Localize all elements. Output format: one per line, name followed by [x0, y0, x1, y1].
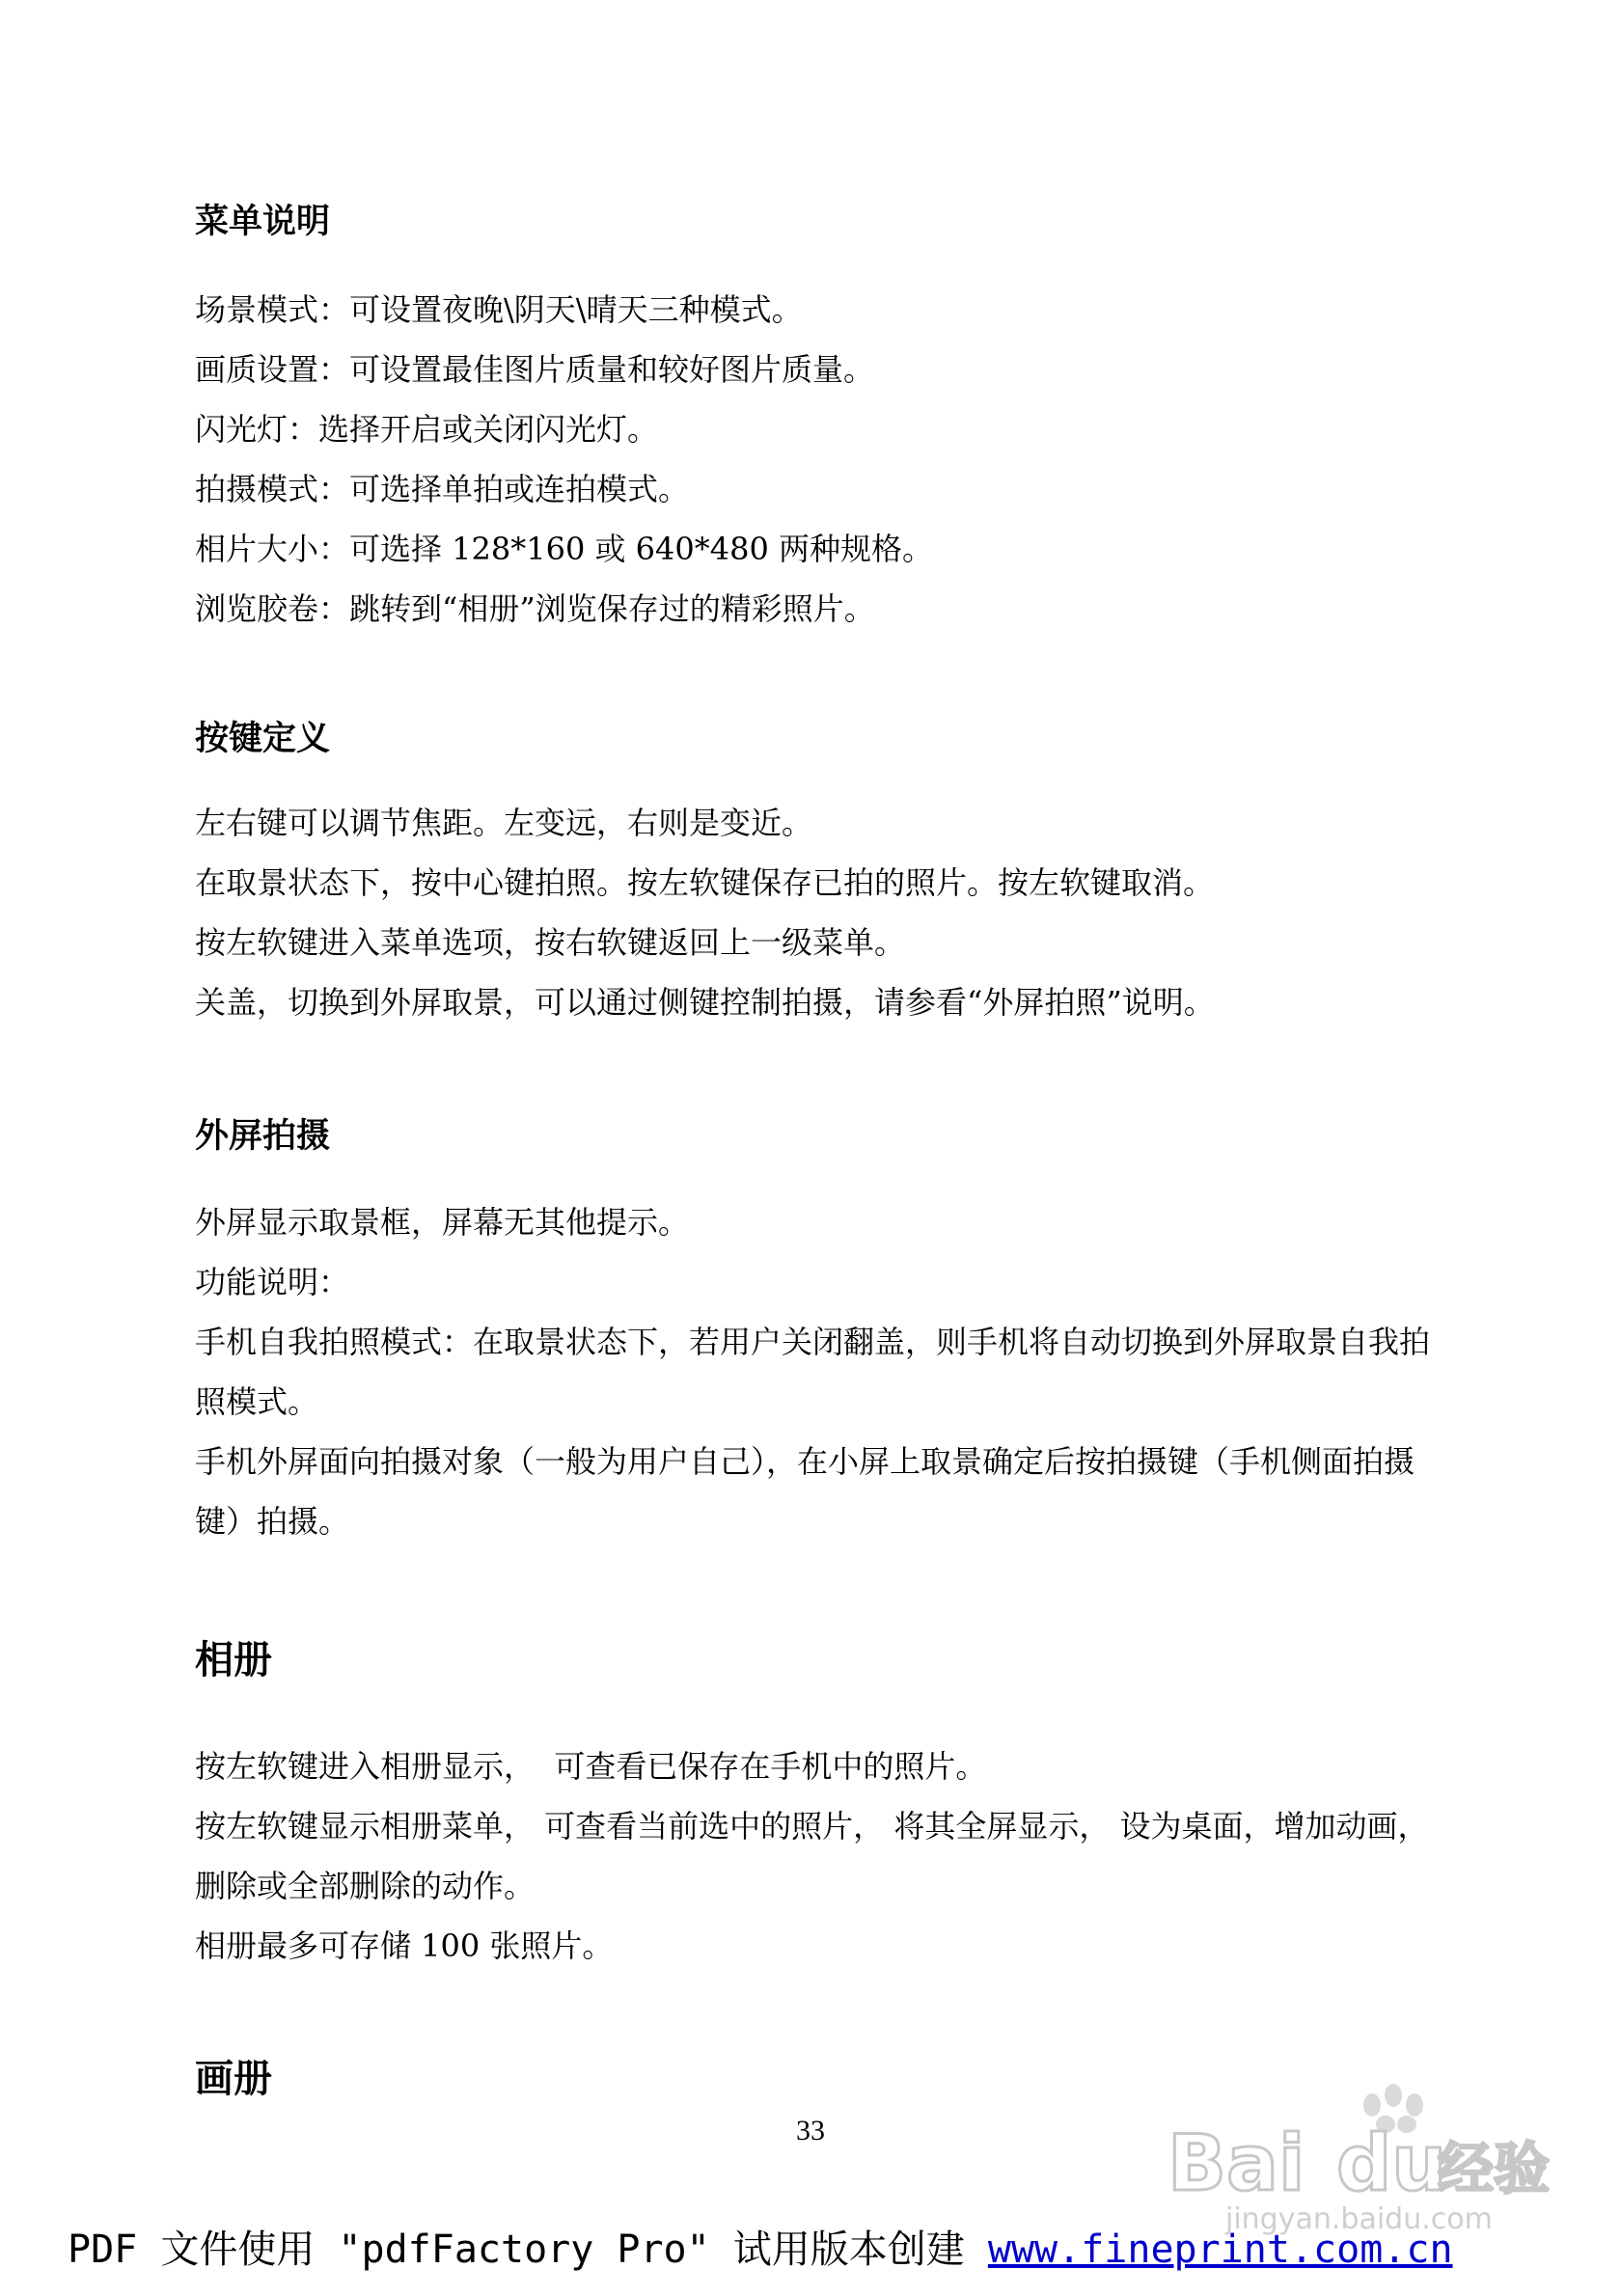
section-keys	[195, 718, 1449, 760]
menu-line: 浏览胶卷：跳转到“相册”浏览保存过的精彩照片。	[195, 590, 875, 627]
album-line: 按左软键进入相册显示， 可查看已保存在手机中的照片。	[195, 1748, 987, 1785]
section-title-album: 相册	[195, 1638, 272, 1682]
section-album	[195, 1636, 1449, 1684]
baidu-watermark	[1148, 2074, 1553, 2238]
external-line: 手机自我拍照模式：在取景状态下，若用户关闭翻盖，则手机将自动切换到外屏取景自我拍照模式。	[195, 1324, 1431, 1420]
pdf-footer	[68, 2219, 1553, 2274]
section-title-drawing: 画册	[195, 2057, 272, 2101]
baidu-paw-icon	[1148, 2074, 1553, 2238]
menu-line: 场景模式：可设置夜晚\阴天\晴天三种模式。	[195, 291, 803, 328]
menu-line: 闪光灯：选择开启或关闭闪光灯。	[195, 411, 659, 448]
external-line: 功能说明：	[195, 1264, 350, 1300]
fineprint-link[interactable]: www.fineprint.com.cn	[987, 2228, 1453, 2272]
album-line: 相册最多可存储 100 张照片。	[195, 1927, 614, 1964]
svg-text:jingyan.baidu.com: jingyan.baidu.com	[1225, 2202, 1493, 2236]
page-number: 33	[796, 2115, 825, 2146]
keys-line: 在取景状态下，按中心键拍照。按左软键保存已拍的照片。按左软键取消。	[195, 864, 1215, 901]
svg-text:du: du	[1336, 2118, 1447, 2208]
section-external	[195, 1115, 1449, 1158]
keys-lines	[195, 793, 1449, 1032]
footer-text: PDF 文件使用 "pdfFactory Pro" 试用版本创建	[68, 2228, 988, 2272]
menu-line: 相片大小：可选择 128*160 或 640*480 两种规格。	[195, 531, 934, 567]
svg-text:经验: 经验	[1438, 2136, 1551, 2201]
section-title-keys: 按键定义	[195, 720, 331, 758]
keys-line: 关盖，切换到外屏取景，可以通过侧键控制拍摄，请参看“外屏拍照”说明。	[195, 984, 1215, 1021]
svg-text:Bai: Bai	[1168, 2118, 1305, 2208]
external-line: 外屏显示取景框，屏幕无其他提示。	[195, 1204, 690, 1241]
menu-line: 拍摄模式：可选择单拍或连拍模式。	[195, 471, 690, 507]
section-title-external: 外屏拍摄	[195, 1117, 331, 1156]
keys-line: 左右键可以调节焦距。左变远，右则是变近。	[195, 805, 813, 841]
external-line: 手机外屏面向拍摄对象（一般为用户自己），在小屏上取景确定后按拍摄键（手机侧面拍摄键）拍摄。	[195, 1443, 1415, 1540]
album-lines	[195, 1736, 1440, 1976]
keys-line: 按左软键进入菜单选项，按右软键返回上一级菜单。	[195, 924, 906, 961]
external-lines	[195, 1192, 1440, 1551]
section-title-menu: 菜单说明	[195, 203, 331, 241]
section-menu	[195, 201, 1449, 243]
album-line: 按左软键显示相册菜单， 可查看当前选中的照片， 将其全屏显示， 设为桌面，增加动画， 删除或全部删除的动作。	[195, 1808, 1429, 1904]
menu-lines	[195, 280, 1449, 639]
menu-line: 画质设置：可设置最佳图片质量和较好图片质量。	[195, 351, 875, 388]
